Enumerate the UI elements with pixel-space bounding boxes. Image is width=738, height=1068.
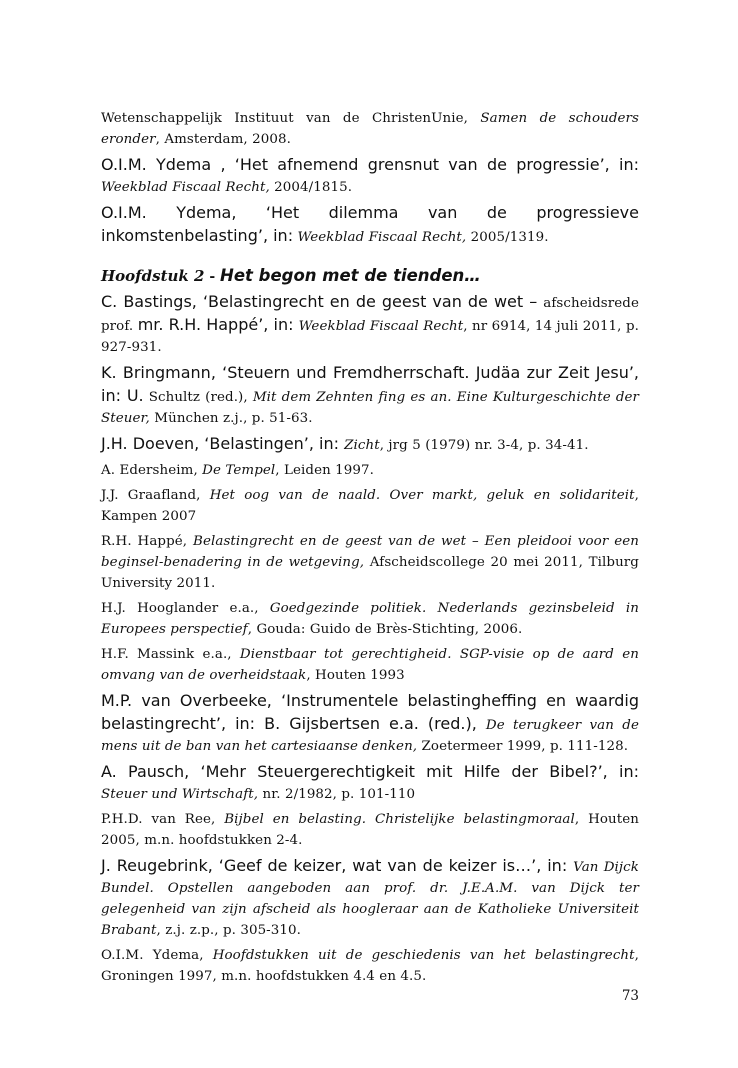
reference-text: , Leiden 1997. bbox=[275, 463, 375, 478]
reference-text: , z.j. z.p., p. 305-310. bbox=[156, 923, 302, 938]
reference-text: Wetenschappelijk Instituut van de ChristenUnie, bbox=[101, 111, 481, 126]
reference-title: Weekblad Fiscaal Recht, bbox=[101, 180, 270, 195]
reference-title: Weekblad Fiscaal Recht, bbox=[293, 230, 467, 245]
reference-title: Weekblad Fiscaal Recht bbox=[298, 319, 464, 334]
reference-entry bbox=[101, 291, 639, 358]
chapter-title: Het begon met de tienden… bbox=[220, 266, 481, 285]
reference-text: M.P. van Overbeeke, ‘Instrumentele belastingheffing en waardig belastingrecht’, in: B. Gijsbertsen e.a. (red.), bbox=[101, 691, 639, 733]
reference-title: Het oog van de naald. Over markt, geluk en solidariteit bbox=[209, 488, 635, 503]
reference-title: De Tempel bbox=[202, 463, 276, 478]
reference-text: , Gouda: Guido de Brès-Stichting, 2006. bbox=[247, 622, 523, 637]
reference-title: Belastingrecht en de geest van de wet – Een pleidooi voor een beginsel-benadering in de wetgeving, bbox=[101, 534, 639, 570]
reference-title: Hoofdstukken uit de geschiedenis van het belastingrecht bbox=[212, 948, 635, 963]
reference-title: Goedgezinde politiek. Nederlands gezinsbeleid in Europees perspectief bbox=[101, 601, 639, 637]
reference-text: K. Bringmann, ‘Steuern und Fremdherrschaft. Judäa zur Zeit Jesu’, in: U. bbox=[101, 363, 639, 405]
page-number: 73 bbox=[621, 988, 639, 1004]
reference-text: , nr 6914, 14 juli 2011, p. 927-931. bbox=[101, 319, 639, 355]
reference-text: H.J. Hooglander e.a., bbox=[101, 601, 270, 616]
reference-entry bbox=[101, 598, 639, 640]
reference-entry bbox=[101, 154, 639, 198]
chapter-heading bbox=[101, 264, 639, 289]
chapter-label: Hoofdstuk 2 bbox=[101, 267, 205, 285]
reference-text: Afscheidscollege 20 mei 2011, Tilburg University 2011. bbox=[101, 555, 639, 591]
reference-text: 2004/1815. bbox=[269, 180, 353, 195]
reference-text: O.I.M. Ydema , ‘Het afnemend grensnut van de progressie’, in: bbox=[101, 155, 639, 174]
reference-text: Schultz (red.), bbox=[143, 390, 253, 405]
reference-text: O.I.M. Ydema, ‘Het dilemma van de progressieve inkomstenbelasting’, in: bbox=[101, 203, 639, 245]
reference-title: Dienstbaar tot gerechtigheid. SGP-visie op de aard en omvang van de overheidstaak bbox=[101, 647, 639, 683]
reference-entry bbox=[101, 485, 639, 527]
chapter-reference-list bbox=[101, 291, 639, 987]
reference-entry bbox=[101, 809, 639, 851]
reference-text: A. Pausch, ‘Mehr Steuergerechtigkeit mit Hilfe der Bibel?’, in: bbox=[101, 762, 639, 781]
reference-entry bbox=[101, 202, 639, 248]
reference-text: , Houten 2005, m.n. hoofdstukken 2-4. bbox=[101, 812, 640, 848]
reference-text: , Kampen 2007 bbox=[101, 488, 639, 524]
reference-text: , jrg 5 (1979) nr. 3-4, p. 34-41. bbox=[379, 438, 589, 453]
reference-text: J.J. Graafland, bbox=[101, 488, 210, 503]
reference-entry bbox=[101, 644, 639, 686]
reference-text: nr. 2/1982, p. 101-110 bbox=[258, 787, 416, 802]
reference-entry bbox=[101, 945, 639, 987]
reference-title: Samen de schouders eronder bbox=[101, 111, 640, 147]
reference-text: , Houten 1993 bbox=[306, 668, 405, 683]
reference-entry bbox=[101, 108, 639, 150]
reference-text: J. Reugebrink, ‘Geef de keizer, wat van de keizer is…’, in: bbox=[101, 856, 574, 875]
reference-text: afscheidsrede prof. bbox=[101, 296, 639, 334]
reference-entry bbox=[101, 531, 639, 594]
reference-text: J.H. Doeven, ‘Belastingen’, in: bbox=[101, 434, 345, 453]
reference-text: , Groningen 1997, m.n. hoofdstukken 4.4 en 4.5. bbox=[101, 948, 639, 984]
reference-text: 2005/1319. bbox=[466, 230, 549, 245]
reference-text: H.F. Massink e.a., bbox=[101, 647, 240, 662]
reference-text: Zoetermeer 1999, p. 111-128. bbox=[417, 739, 629, 754]
reference-text: München z.j., p. 51-63. bbox=[149, 411, 313, 426]
reference-entry bbox=[101, 855, 639, 941]
reference-entry bbox=[101, 761, 639, 805]
reference-title: Bijbel en belasting. Christelijke belastingmoraal bbox=[224, 812, 575, 827]
reference-title: De terugkeer van de mens uit de ban van het cartesiaanse denken, bbox=[101, 718, 639, 754]
reference-text: P.H.D. van Ree, bbox=[101, 812, 225, 827]
reference-text: O.I.M. Ydema, bbox=[101, 948, 213, 963]
reference-entry bbox=[101, 433, 639, 456]
chapter-separator: - bbox=[204, 269, 221, 285]
reference-entry bbox=[101, 362, 639, 429]
reference-title: Zicht bbox=[344, 438, 380, 453]
reference-entry bbox=[101, 460, 639, 481]
reference-text: A. Edersheim, bbox=[101, 463, 203, 478]
reference-entry bbox=[101, 690, 639, 757]
reference-text: R.H. Happé, bbox=[101, 534, 194, 549]
reference-text: mr. R.H. Happé’, in: bbox=[137, 315, 299, 334]
bibliography-page bbox=[101, 108, 639, 991]
reference-text: C. Bastings, ‘Belastingrecht en de geest van de wet – bbox=[101, 292, 544, 311]
intro-reference-list bbox=[101, 108, 639, 248]
reference-text: , Amsterdam, 2008. bbox=[155, 132, 291, 147]
reference-title: Steuer und Wirtschaft, bbox=[101, 787, 259, 802]
reference-title: Van Dijck Bundel. Opstellen aangeboden aan prof. dr. J.E.A.M. van Dijck ter gelegenheid van zijn afscheid als hoogleraar aan de Katholieke Universiteit Brabant bbox=[101, 860, 639, 938]
reference-title: Mit dem Zehnten fing es an. Eine Kulturgeschichte der Steuer, bbox=[101, 390, 640, 426]
